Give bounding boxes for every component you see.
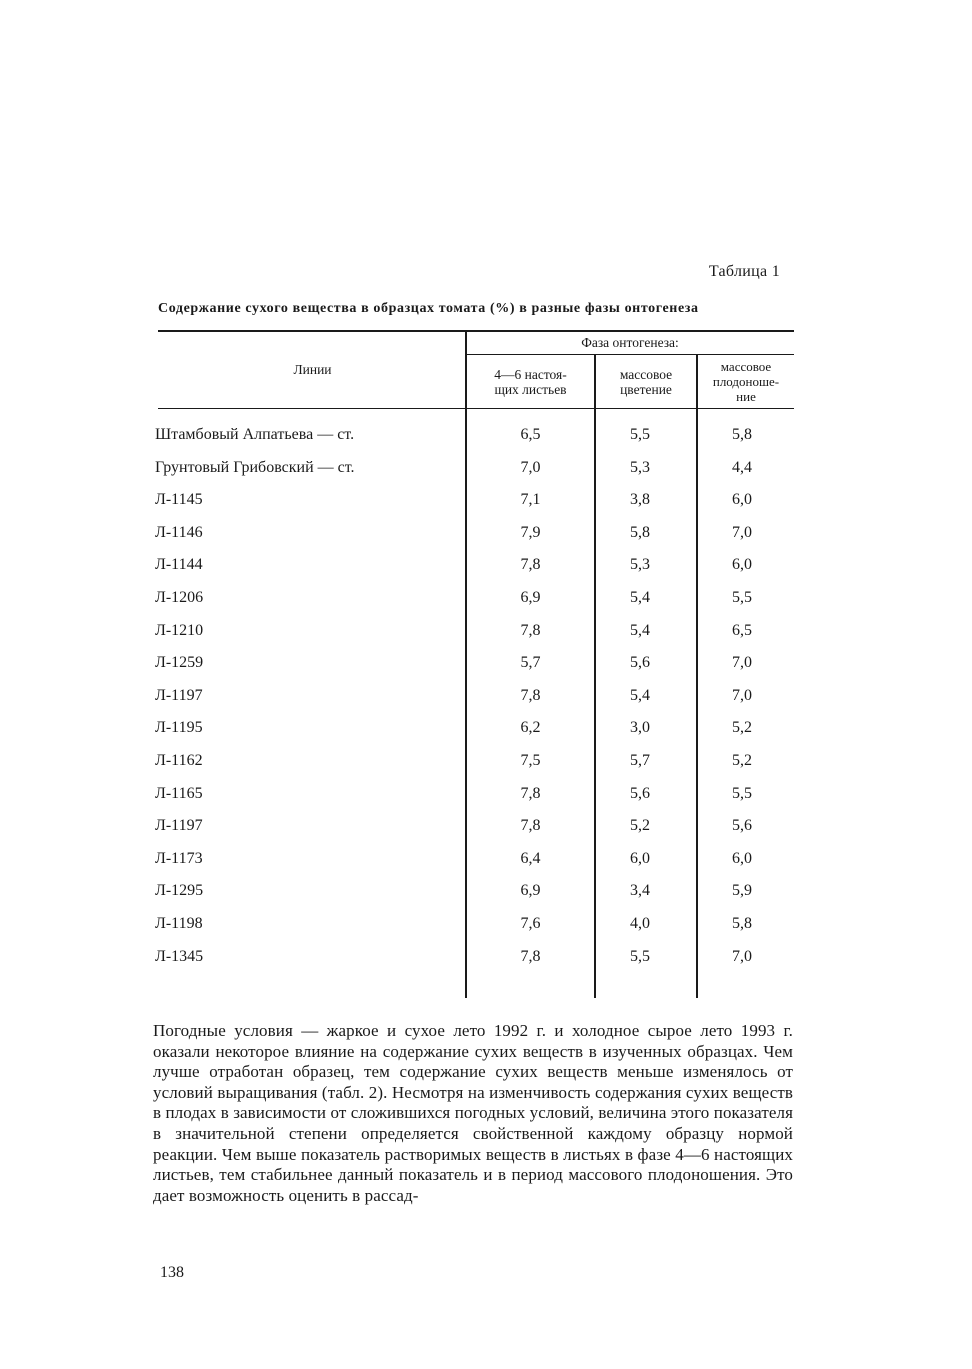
header-bottom-rule [158, 408, 794, 409]
row-value-leaves: 7,8 [520, 784, 541, 802]
row-value-fruiting: 6,0 [732, 491, 752, 509]
body-paragraph: Погодные условия — жаркое и сухое лето 1992 г. и холодное сырое лето 1993 г. оказали некоторое влияние на содержание сухих веществ в изученных образцах. Чем лучше отработан образец, тем содержание сухих веществ меньше изменялось от условий выращивания (табл. 2). Несмотря на изменчивость содержания сухих веществ в плодах в зависимости от сложившихся погодных условий, величина этого показателя в значительной степени определяется свойственной каждому образцу нормой реакции. Чем выше показатель растворимых веществ в листьях в фазе 4—6 настоящих листьев, тем стабильнее данный показатель и в период массового плодоношения. Это дает возможность оценить в рассад- [153, 1021, 793, 1205]
row-value-leaves: 7,8 [520, 621, 541, 639]
row-line-name: Л-1195 [155, 719, 203, 737]
table-title: Содержание сухого вещества в образцах томата (%) в разные фазы онтогенеза [158, 301, 699, 316]
row-value-fruiting: 6,0 [732, 556, 752, 574]
row-value-leaves: 7,5 [520, 752, 541, 769]
row-value-flowering: 5,5 [630, 947, 650, 965]
row-line-name: Л-1198 [155, 915, 203, 932]
row-value-leaves: 7,8 [520, 947, 541, 965]
row-value-flowering: 5,5 [630, 426, 650, 443]
row-value-fruiting: 7,0 [732, 523, 752, 541]
header-phase: Фаза онтогенеза: [581, 335, 679, 350]
row-value-fruiting: 6,0 [732, 849, 752, 867]
row-value-flowering: 5,4 [630, 621, 650, 639]
row-value-flowering: 5,6 [630, 784, 650, 802]
row-line-name: Л-1295 [155, 882, 204, 900]
row-value-flowering: 3,4 [630, 882, 650, 900]
row-value-flowering: 5,3 [630, 458, 650, 476]
row-value-flowering: 3,0 [630, 719, 650, 737]
row-value-leaves: 7,8 [520, 686, 541, 704]
row-line-name: Грунтовый Грибовский — ст. [155, 458, 355, 476]
row-value-leaves: 6,5 [520, 426, 541, 443]
row-value-flowering: 5,3 [630, 556, 650, 574]
row-value-flowering: 6,0 [630, 849, 650, 867]
table-top-rule [158, 330, 794, 332]
row-line-name: Л-1165 [155, 784, 203, 802]
row-line-name: Л-1146 [155, 523, 203, 541]
row-value-fruiting: 7,0 [732, 947, 752, 965]
row-value-leaves: 7,1 [520, 491, 541, 509]
table-label: Таблица 1 [708, 263, 780, 280]
row-value-fruiting: 5,5 [732, 589, 752, 606]
column-divider-2 [594, 355, 596, 998]
row-value-leaves: 7,0 [520, 458, 541, 476]
row-line-name: Л-1259 [155, 654, 204, 672]
header-col-flowering: массовое цветение [619, 367, 673, 397]
header-col-leaves: 4—6 настоя- щих листьев [494, 367, 567, 397]
row-value-fruiting: 5,5 [732, 784, 752, 802]
row-value-fruiting: 5,2 [732, 752, 752, 769]
row-line-name: Л-1144 [155, 556, 203, 574]
row-value-fruiting: 5,6 [732, 817, 752, 835]
page-number: 138 [160, 1264, 184, 1281]
row-line-name: Л-1206 [155, 589, 204, 606]
row-value-leaves: 7,8 [520, 817, 541, 835]
row-value-flowering: 5,7 [630, 752, 650, 769]
row-value-leaves: 6,9 [520, 589, 541, 606]
row-value-fruiting: 7,0 [732, 654, 752, 672]
row-line-name: Штамбовый Алпатьева — ст. [155, 426, 355, 443]
header-col-fruiting: массовое плодоноше- ние [712, 359, 780, 404]
row-value-leaves: 7,8 [520, 556, 541, 574]
row-value-leaves: 6,4 [520, 849, 541, 867]
row-line-name: Л-1210 [155, 621, 204, 639]
row-value-flowering: 3,8 [630, 491, 650, 509]
row-line-name: Л-1197 [155, 686, 203, 704]
row-line-name: Л-1173 [155, 849, 203, 867]
row-value-flowering: 5,6 [630, 654, 650, 672]
row-line-name: Л-1162 [155, 752, 203, 769]
phase-underline [467, 354, 794, 355]
row-value-leaves: 6,2 [520, 719, 541, 737]
row-value-fruiting: 7,0 [732, 686, 752, 704]
row-value-leaves: 5,7 [520, 654, 541, 672]
row-value-fruiting: 5,8 [732, 426, 752, 443]
row-value-leaves: 7,9 [520, 523, 541, 541]
header-lines: Линии [293, 362, 332, 377]
row-value-leaves: 7,6 [520, 915, 541, 932]
row-value-flowering: 5,8 [630, 523, 650, 541]
row-line-name: Л-1197 [155, 817, 203, 835]
row-value-fruiting: 5,8 [732, 915, 752, 932]
row-value-fruiting: 4,4 [732, 458, 752, 476]
row-value-fruiting: 5,9 [732, 882, 752, 900]
row-line-name: Л-1345 [155, 947, 204, 965]
row-value-flowering: 4,0 [630, 915, 650, 932]
row-value-flowering: 5,4 [630, 686, 650, 704]
row-line-name: Л-1145 [155, 491, 203, 509]
row-value-flowering: 5,4 [630, 589, 650, 606]
row-value-fruiting: 6,5 [732, 621, 752, 639]
row-value-leaves: 6,9 [520, 882, 541, 900]
column-divider-3 [696, 355, 698, 998]
row-value-flowering: 5,2 [630, 817, 650, 835]
row-value-fruiting: 5,2 [732, 719, 752, 737]
